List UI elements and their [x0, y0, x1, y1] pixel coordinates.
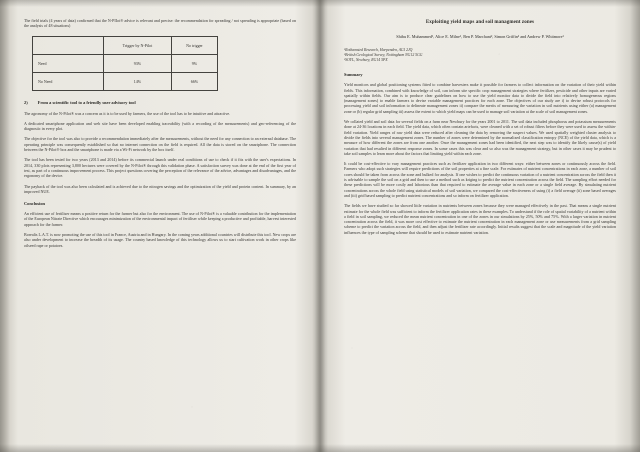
author-list: Shibu E. Muhammed¹, Alice E. Milne¹, Ben P. Marchant², Simon Griffin³ and Andrew P. Whitmore¹ — [396, 34, 564, 39]
affiliation-3: ³SOYL, Newbury, RG14 5PX — [344, 58, 388, 63]
row-label-need: Need — [33, 54, 104, 72]
paragraph-summary-1: Yield monitors and global positioning systems fitted to combine harvesters make it possible for farmers to collect information on the variation of their yield within fields. This information, combined with knowledge of soil, can inform site specific crop management strategies where fertilizer, pesticide and other inputs are varied spatially within fields. Our aim is to produce clear guidelines on how to use the yield monitor data to divide the field into relatively homogeneous regions (management zones) to enable farmers to devise variable management practices for each zone. The objectives of our study are i) to devise robust protocols for processing yield and soil information to delineate management zones ii) compare the merits of measuring the variation in soil nutrients using either (a) management zone or (b) regular grid sampling iii) assess the extent to which yield maps can be used to manage soil variation at the scale of soil management zones. — [344, 82, 616, 114]
paragraph-summary-4: The fields we have studied so far showed little variation in nutrients between zones because they were managed effectively in the past. That means a single nutrient estimate for the whole field was sufficient to inform the fertilizer application rates in these examples. To understand if the role of spatial variability of a nutrient within a field in soil sampling, we reduced the mean nutrient concentration in one of the zones in our simulations by 25%, 50% and 75%. With a larger variation in nutrient concentration across the field, it was more cost effective to estimate the nutrient concentration in each management zone or use measurements from a grid sampling scheme to predict the variation across the field, and then adjust the fertilizer rate accordingly. Initial results suggest that the scale and magnitude of the yield variation influences the type of sampling scheme that should be used to estimate nutrient variation. — [344, 203, 616, 235]
table-header-no-trigger: No trigger — [171, 36, 217, 54]
right-page — [324, 0, 640, 452]
paragraph-agronomy: The agronomy of the N-Pilot® was a concern as it is to be used by farmers, the use of the tool has to be intuitive and attractive. — [24, 110, 231, 116]
article-title: Exploiting yield maps and soil managment zones — [425, 20, 535, 25]
table-header-blank — [33, 36, 104, 54]
table-row — [33, 72, 218, 90]
trigger-results-table — [32, 36, 218, 91]
cell-no-need-trigger: 14% — [104, 72, 172, 90]
paragraph-testing: The tool has been tested for two years (2013 and 2014) before its commercial launch under real conditions of use to check if it fits with the user's expectations. In 2014, 330 plots representing 3,800 hectares were covered by the N-Pilot® through this validation phase. A satisfaction survey was done at the end of the first year of test, as part of a continuous improvement process. This project questions covering the perception of the relevance of the advice, advantages and disadvantages, and the ergonomy of the device. — [24, 157, 296, 179]
table-header-trigger: Trigger by N-Pilot — [104, 36, 172, 54]
affiliations — [344, 48, 616, 63]
affiliation-1: ¹Rothamsted Research, Harpenden, AL5 2JQ — [344, 48, 413, 52]
paragraph-conclusion-1: An efficient use of fertiliser means a positive return for the farmer but also for the environment. The use of N-Pilot® is a valuable contribution for the implementation of the European Nitrate Directive which encourages minimization of the environmental impact of fertiliser while keeping a productive and profitable, harvest interested approach for the farmer. — [24, 211, 296, 227]
paragraph-objective: The objective for the tool was also to provide a recommendation immediately after the measurements, without the need for any connection to an external database. The operating principle was consequently established so that no internet connection on the field is required. All the data is stored on the smartphone. The connection between the N-Pilot® box and the smartphone is made via a Wi-Fi network by the box itself. — [24, 136, 296, 153]
paragraph-summary-3: It could be cost-effective to vary management practices such as fertilizer application in two different ways: either between zones or continuously across the field. Farmers who adopt such strategies will require predictions of the soil properties at a fine scale. For estimates of nutrient concentrations in each zone, a number of soil cores should be taken from across the zone and bulked for analysis. If one wishes to predict the continuous variation of a nutrient concentration across the field then it is advisable to sample the soil on a grid and then to use a method such as kriging to predict the nutrient concentration across the field. The sampling effort needed for these predictions will be more costly and laborious than that required to estimate the average value in each zone or a single field average. By simulating nutrient concentrations across the whole field using statistical models of soil variation, we compared the cost-effectiveness of using (i) a field average (ii) zone based averages and (iii) grid based sampling to predict nutrient concentrations and so inform on fertilizer application. — [344, 161, 616, 198]
section-title: From a scientific tool to a friendly user advisory tool — [37, 99, 136, 105]
field-trials-paragraph: The field trials (4 years of data) confirmed that the N-PIIot® advice is relevant and precise: the recommendation for spreading / not spreading is appropriate (based on the analysis of 48 situations) — [24, 18, 296, 29]
cell-no-need-no-trigger: 66% — [171, 72, 217, 90]
row-label-no-need: No Need — [33, 72, 104, 90]
paragraph-summary-2: We collated yield and soil data for several fields on a farm near Newbury for the years 2001 to 2011. The soil data included phosphorus and potassium measurements done at 24-36 locations in each field. The yield data, which often contain artefacts, were cleaned with a set of robust filters before they were used to assess the within-field variation. Yield ranges of raw yield data were reduced after cleaning the data by removing the suspect values. We used spatially weighted cluster analysis to divide the fields into several management zones. The number of zones were determined by the normalized classification entropy (NCE) of the yield data, which is a measure of how different the zones are from one another. Once the management zones had been identified, the next step was to identify the likely cause(s) of yield variation that had resulted in different response zones. In some cases this was clear and so also was the management strategy, but in other cases it may be prudent to take soil samples to learn more about the factors that limiting yield within each zone. — [344, 119, 616, 156]
summary-heading: Summary — [344, 72, 363, 78]
table-row — [33, 54, 218, 72]
affiliation-2: ²British Geological Survey, Nottingham NG12 5GG — [344, 53, 423, 58]
conclusion-heading: Conclusion — [24, 201, 45, 207]
cell-need-no-trigger: 9% — [171, 54, 217, 72]
paragraph-conclusion-2: Borealis L.A.T. is now promoting the use of this tool in France, Austria and in Hungary. In the coming years additional countries will distribute this tool. New crops are also under development to increase the breadth of its usage. The country based knowledge of this technology allows us to start cultivation work in other crops like oilseed rape or potatoes. — [24, 232, 296, 248]
section-heading-2 — [24, 100, 296, 105]
table-header-row — [33, 36, 218, 54]
left-page — [0, 0, 316, 452]
paragraph-app: A dedicated smartphone application and web site have been developed enabling traceability (with a recording of the measurements) and geo-referencing of the diagnostic in every plot. — [24, 120, 296, 132]
paragraph-payback: The payback of the tool was also been calculated and is achieved due to the nitrogen savings and the optimization of the yield and protein content. In summary, by an improved NUE. — [24, 183, 296, 194]
section-number: 2) — [24, 99, 28, 105]
cell-need-trigger: 93% — [104, 54, 172, 72]
